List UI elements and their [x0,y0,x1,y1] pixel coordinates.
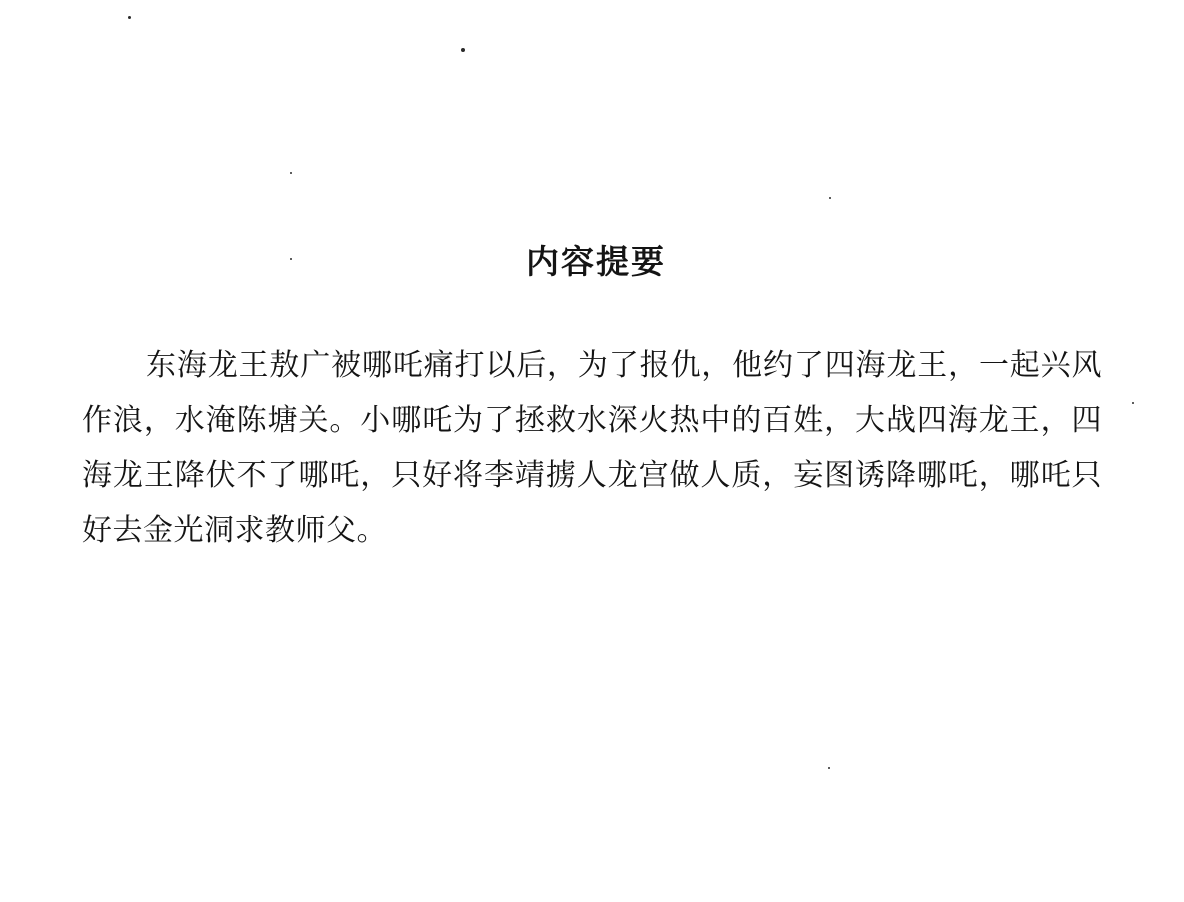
scan-speck [829,197,831,199]
scan-speck [828,767,830,769]
scan-speck [290,258,292,260]
scan-speck [128,16,131,19]
scan-speck [290,172,292,174]
page-title-text: 内容提要 [526,242,666,281]
page-title [0,238,1184,286]
scan-speck [461,48,465,52]
summary-paragraph: 东海龙王敖广被哪吒痛打以后，为了报仇，他约了四海龙王，一起兴风作浪，水淹陈塘关。小哪吒为了拯救水深火热中的百姓，大战四海龙王，四海龙王降伏不了哪吒，只好将李靖掳人龙宫做人质，妄图诱降哪吒，哪吒只好去金光洞求教师父。 [82,348,1102,548]
scan-speck [1132,402,1134,404]
